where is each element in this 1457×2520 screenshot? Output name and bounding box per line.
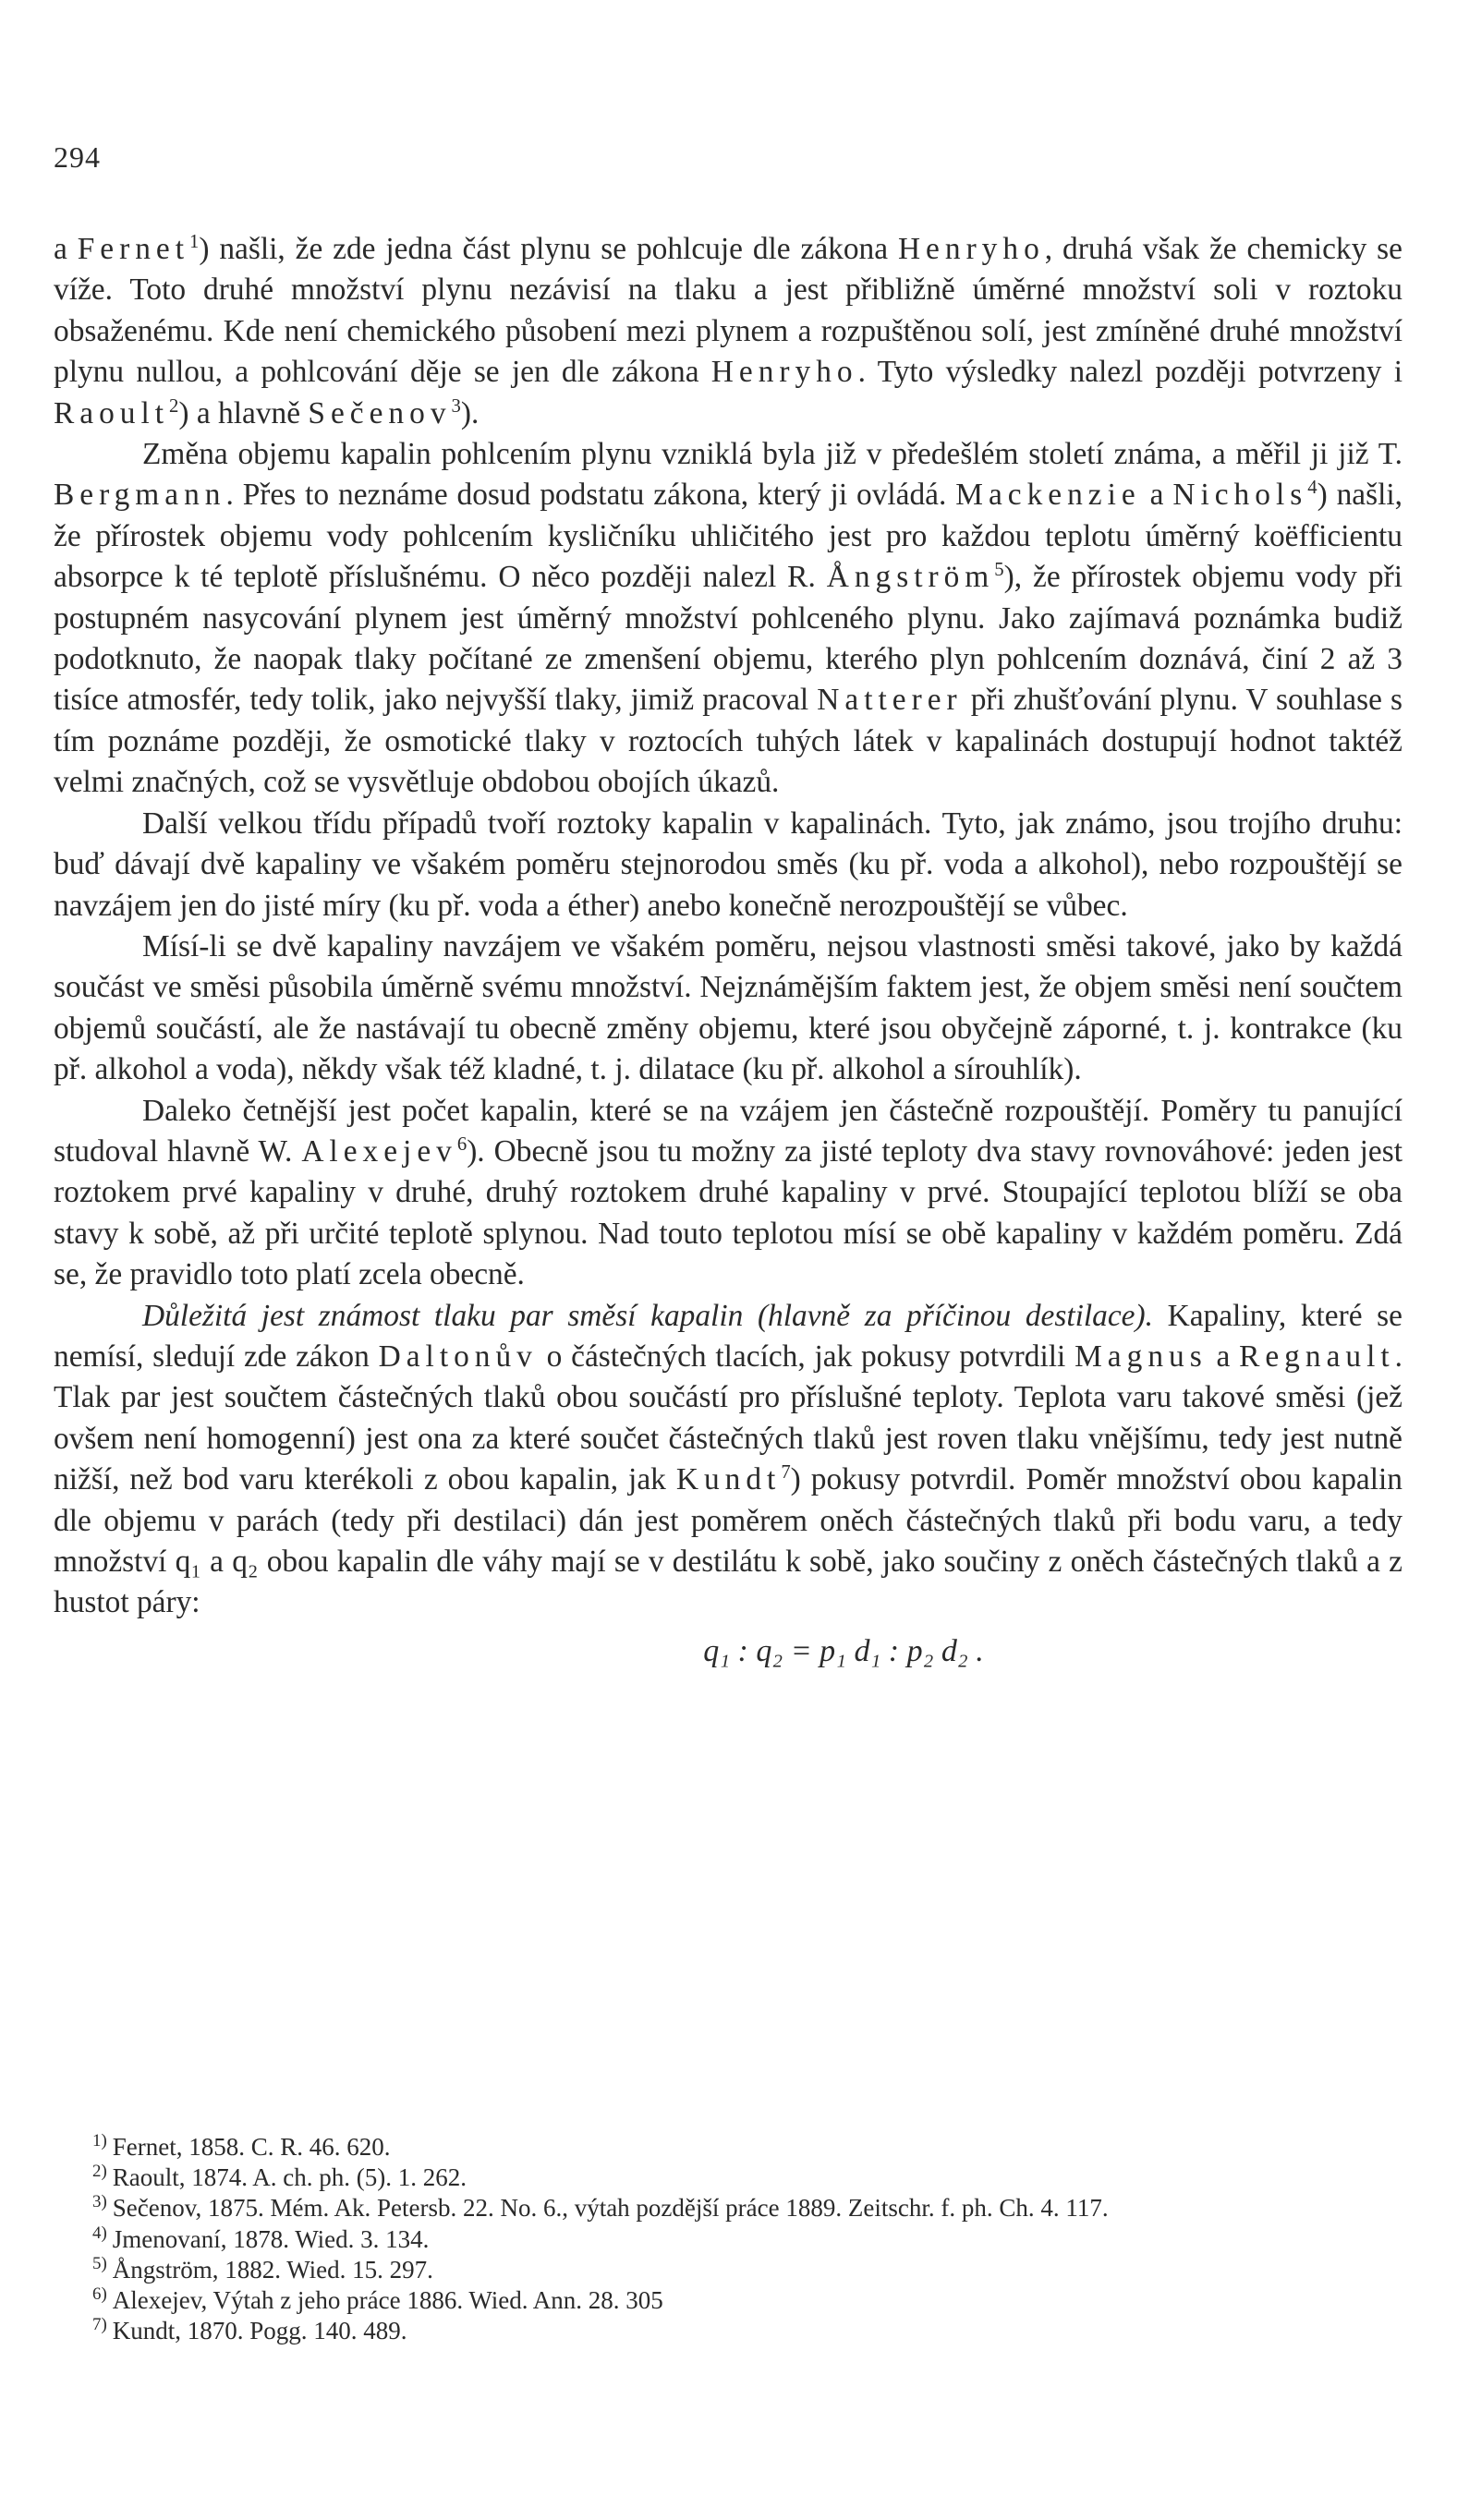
author-name: Mackenzie [955, 478, 1141, 513]
text-segment: Mísí-li se dvě kapaliny navzájem ve všakém poměru, nejsou vlastnosti směsi takové, jako by každá součást ve směsi působila úměrně svému množství. Nejznámějším faktem jest, že objem směsi není součtem objemů součástí, ale že nastávají tu obecně změny objemu, které jsou obyčejně záporné, t. j. kontrakce (ku př. alkohol a voda), někdy však též kladné, t. j. dilatace (ku př. alkohol a sírouhlík). [54, 928, 1402, 1087]
paragraph [54, 927, 1402, 1091]
author-name: Natterer [817, 683, 963, 718]
text-segment: při zhušťování plynu. V souhlase s tím poznáme později, že osmotické tlaky v roztocích tuhých látek v kapalinách dostupují hodnot taktéž velmi značných, což se vysvětluje obdobou obojích úkazů. [54, 683, 1402, 800]
paragraph [54, 1296, 1402, 1624]
author-name: Nichols [1172, 478, 1308, 513]
formula: q₁ : q₂ = p₁ d₁ : p₂ d₂ . [703, 1633, 984, 1668]
text-segment: a [1140, 478, 1173, 513]
footnote-marker: 1) [92, 2131, 107, 2150]
footnote-reference: 1 [189, 231, 200, 252]
text-segment: ) našli, že zde jedna část plynu se pohlcuje dle zákona [199, 232, 898, 266]
text-segment: , druhá však že chemicky se víže. Toto druhé množství plynu nezávisí na tlaku a jest přibližně úměrné množství soli v roztoku obsaženému. Kde není chemického působení mezi plynem a rozpuštěnou solí, jest zmíněné druhé množství plynu nullou, a pohlcování děje se jen dle zákona [54, 232, 1402, 390]
author-name: Fernet [77, 232, 190, 266]
footnote [92, 2163, 1404, 2193]
footnote-text: Fernet, 1858. C. R. 46. 620. [112, 2133, 391, 2161]
author-name: Sečenov [308, 395, 452, 430]
author-name: Magnus [1075, 1339, 1208, 1374]
text-segment: ), že přírostek objemu vody při postupném nasycování plynem jest úměrný množství pohlceného plynu. Jako zajímavá poznámka budiž podotknuto, že naopak tlaky počítané ze zmenšení objemu, kterého plyn pohlcením doznává, činí 2 až 3 tisíce atmosfér, tedy tolik, jako nejvyšší tlaky, jimiž pracoval [54, 560, 1402, 718]
footnote-marker: 4) [92, 2223, 107, 2243]
footnote-text: Sečenov, 1875. Mém. Ak. Petersb. 22. No. 6., výtah pozdější práce 1889. Zeitschr. f. ph. Ch. 4. 117. [112, 2194, 1109, 2223]
author-name: Alexejev [301, 1133, 457, 1169]
author-name: Daltonův [378, 1339, 538, 1374]
text-segment: ). [460, 395, 480, 430]
footnote-reference: 2 [169, 395, 179, 417]
text-segment: Další velkou třídu případů tvoří roztoky kapalin v kapalinách. Tyto, jak známo, jsou trojího druhu: buď dávají dvě kapaliny ve všakém poměru stejnorodou směs (ku př. voda a alkohol), nebo rozpouštějí se navzájem jen do jisté míry (ku př. voda a éther) anebo konečně nerozpouštějí se vůbec. [54, 806, 1402, 923]
text-segment: Změna objemu kapalin pohlcením plynu vzniklá byla již v předešlém století známa, a měřil ji již T. [142, 437, 1402, 472]
footnote [92, 2132, 1404, 2163]
author-name: Regnault [1239, 1339, 1395, 1374]
author-name: Henryho [710, 355, 858, 390]
text-segment: a [1207, 1339, 1240, 1374]
paragraph [54, 434, 1402, 804]
text-segment: . Tyto výsledky nalezl později potvrzeny i [857, 355, 1402, 390]
text-segment: . Přes to neznáme dosud podstatu zákona, který ji ovládá. [225, 478, 956, 513]
text-segment: ) našli, že přírostek objemu vody pohlcením kysličníku uhličitého jest pro každou teplotu úměrný koëfficientu absorpce k té teplotě příslušnému. O něco později nalezl R. [54, 478, 1402, 595]
footnotes [92, 2132, 1404, 2346]
footnote [92, 2285, 1404, 2316]
text-segment: ). Obecně jsou tu možny za jisté teploty dva stavy rovnováhové: jeden jest roztokem prvé kapaliny v druhé, druhý roztokem druhé kapaliny v prvé. Stoupající teplotou blíží se oba stavy k sobě, až při určité teplotě splynou. Nad touto teplotou mísí se obě kapaliny v každém poměru. Zdá se, že pravidlo toto platí zcela obecně. [54, 1133, 1402, 1292]
author-name: Kundt [675, 1462, 782, 1497]
footnote-marker: 3) [92, 2192, 107, 2212]
footnote-text: Alexejev, Výtah z jeho práce 1886. Wied. Ann. 28. 305 [112, 2286, 663, 2315]
author-name: Henryho [897, 232, 1045, 266]
footnote [92, 2193, 1404, 2223]
text-segment: o částečných tlacích, jak pokusy potvrdili [537, 1339, 1075, 1374]
emphasized-text: Důležitá jest známost tlaku par směsí kapalin (hlavně za příčinou destilace). [142, 1298, 1153, 1333]
footnote-text: Jmenovaní, 1878. Wied. 3. 134. [112, 2224, 430, 2253]
footnote-marker: 2) [92, 2162, 107, 2182]
footnote-reference: 3 [451, 395, 461, 417]
footnote-marker: 6) [92, 2284, 107, 2305]
text-segment: Kapaliny, které se nemísí, sledují zde zákon [54, 1298, 1402, 1374]
body-text [54, 229, 1402, 1672]
footnote-text: Kundt, 1870. Pogg. 140. 489. [112, 2317, 407, 2345]
footnote [92, 2316, 1404, 2346]
author-name: Bergmann [54, 478, 226, 513]
text-segment: Daleko četnější jest počet kapalin, které se na vzájem jen částečně rozpouštějí. Poměry tu panující studoval hlavně W. [54, 1093, 1402, 1169]
footnote-text: Raoult, 1874. A. ch. ph. (5). 1. 262. [112, 2163, 467, 2192]
footnote-marker: 7) [92, 2315, 107, 2335]
footnote-reference: 4 [1307, 478, 1317, 499]
author-name: Ångström [826, 560, 995, 595]
paragraph [54, 804, 1402, 927]
text-segment: a [54, 232, 78, 266]
author-name: Raoult [54, 395, 170, 430]
footnote [92, 2255, 1404, 2285]
footnote-marker: 5) [92, 2253, 107, 2273]
text-segment: . Tlak par jest součtem částečných tlaků obou součástí pro příslušné teploty. Teplota varu takové směsi (jež ovšem není homogenní) jest ona za které součet částečných tlaků jest roven tlaku vnějšímu, tedy jest nutně nižší, než bod varu kterékoli z obou kapalin, jak [54, 1339, 1403, 1497]
footnote-reference: 5 [994, 560, 1004, 581]
footnote [92, 2224, 1404, 2255]
paragraph [54, 1091, 1402, 1296]
paragraph [54, 229, 1402, 434]
page-number: 294 [54, 140, 101, 174]
footnote-reference: 7 [781, 1462, 791, 1484]
text-segment: ) a hlavně [178, 395, 309, 430]
footnote-text: Ångström, 1882. Wied. 15. 297. [112, 2255, 433, 2284]
text-segment: ) pokusy potvrdil. Poměr množství obou kapalin dle objemu v parách (tedy při destilaci) dán jest poměrem oněch částečných tlaků při bodu varu, a tedy množství q₁ a q₂ obou kapalin dle váhy mají se v destilátu k sobě, jako součiny z oněch částečných tlaků a z hustot páry: [54, 1462, 1402, 1620]
footnote-reference: 6 [456, 1133, 467, 1155]
